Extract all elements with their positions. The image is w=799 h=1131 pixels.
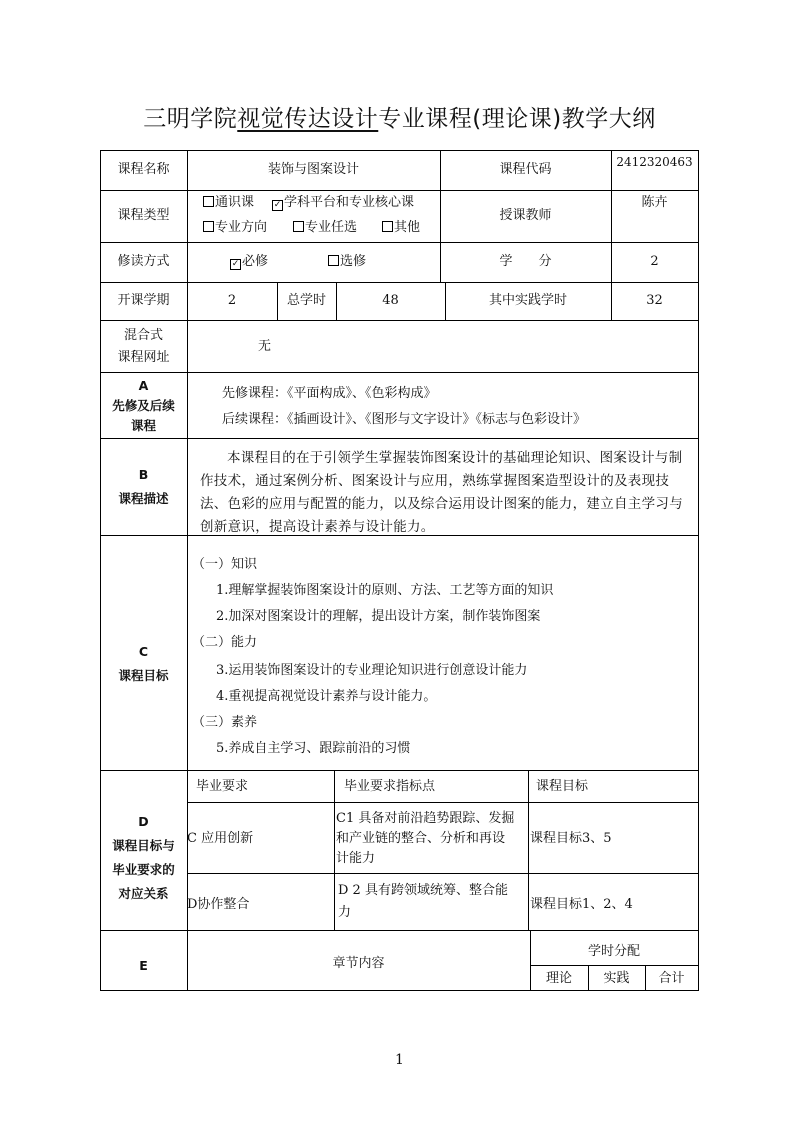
objective-item: 3.运用装饰图案设计的专业理论知识进行创意设计能力 [216, 663, 528, 678]
chapter-content-header: 章节内容 [332, 956, 385, 971]
credit: 2 [650, 254, 659, 269]
course-name: 装饰与图案设计 [267, 162, 359, 177]
teacher: 陈卉 [641, 195, 668, 210]
prerequisite-courses: 先修课程：《平面构成》、《色彩构成》 [222, 386, 437, 401]
type-option-other: 其他 [382, 219, 420, 237]
total-hours-label: 总学时 [286, 293, 326, 308]
hours-allocation-header: 学时分配 [587, 944, 640, 959]
course-code: 2412320463 [616, 155, 693, 169]
checkbox-unchecked-icon [293, 221, 304, 232]
checkbox-unchecked-icon [203, 196, 214, 207]
column-header-objective: 课程目标 [536, 779, 589, 794]
total-header: 合计 [658, 971, 685, 986]
semester: 2 [227, 293, 237, 308]
practice-hours: 32 [646, 293, 663, 308]
objective-heading-ability: （二）能力 [192, 635, 258, 650]
objective-heading-knowledge: （一）知识 [192, 557, 258, 572]
practice-hours-label: 其中实践学时 [488, 293, 567, 308]
type-option-direction: 专业方向 [203, 219, 267, 237]
mixed-url-value: 无 [258, 339, 272, 354]
indicator-cell: D 2 具有跨领域统筹、整合能 力 [338, 883, 508, 920]
mode-option-elective: 选修 [328, 253, 366, 271]
study-mode-label: 修读方式 [117, 254, 170, 269]
checkbox-checked-icon: ✓ [273, 200, 282, 210]
semester-label: 开课学期 [117, 293, 170, 308]
indicator-cell: C1 具备对前沿趋势跟踪、发掘 和产业链的整合、分析和再设 计能力 [336, 811, 515, 866]
teacher-label: 授课教师 [499, 208, 552, 223]
section-e-label: E [139, 958, 148, 973]
course-description: 本课程目的在于引领学生掌握装饰图案设计的基础理论知识、图案设计与制作技术，通过案例分析、图案设计与应用，熟练掌握图案造型设计的及表现技法、色彩的应用与配置的能力，以及综合运用设计图案的能力，建立自主学习与创新意识，提高设计素养与设计能力。 [200, 450, 683, 535]
type-option-core: ✓ 学科平台和专业核心课 [273, 195, 415, 210]
objective-heading-literacy: （三）素养 [192, 715, 258, 730]
objective-item: 4.重视提高视觉设计素养与设计能力。 [216, 689, 437, 704]
section-d-label: D 课程目标与 毕业要求的 对应关系 [112, 814, 175, 901]
credit-label: 学 分 [499, 254, 552, 269]
checkbox-checked-icon: ✓ [231, 259, 240, 269]
objective-item: 1.理解掌握装饰图案设计的原则、方法、工艺等方面的知识 [216, 583, 554, 598]
objective-item: 5.养成自主学习、跟踪前沿的习惯 [216, 741, 411, 756]
type-option-elective: 专业任选 [293, 219, 357, 237]
checkbox-unchecked-icon [203, 221, 214, 232]
follow-up-courses: 后续课程：《插画设计》、《图形与文字设计》《标志与色彩设计》 [222, 412, 587, 427]
column-header-requirement: 毕业要求 [196, 779, 249, 794]
section-c-label: C 课程目标 [118, 644, 169, 683]
objective-cell: 课程目标3、5 [530, 831, 612, 846]
page-title: 三明学院视觉传达设计专业课程(理论课)教学大纲 [143, 106, 656, 132]
mode-option-required: ✓ 必修 [231, 254, 269, 269]
column-header-indicator: 毕业要求指标点 [344, 779, 436, 794]
section-a-label: A 先修及后续 课程 [112, 378, 175, 433]
checkbox-unchecked-icon [328, 255, 339, 266]
theory-header: 理论 [545, 971, 572, 986]
requirement-cell: D协作整合 [187, 897, 250, 912]
course-code-label: 课程代码 [499, 162, 552, 177]
requirement-cell: C 应用创新 [187, 831, 254, 846]
page-number: 1 [395, 1052, 404, 1068]
course-type-label: 课程类型 [117, 208, 170, 223]
course-name-label: 课程名称 [117, 162, 170, 177]
mixed-url-label: 混合式 课程网址 [117, 328, 170, 365]
section-b-label: B 课程描述 [118, 467, 169, 506]
type-option-general: 通识课 [203, 194, 254, 212]
checkbox-unchecked-icon [382, 221, 393, 232]
practice-header: 实践 [603, 971, 630, 986]
total-hours: 48 [382, 293, 399, 308]
objective-cell: 课程目标1、2、4 [530, 897, 633, 912]
objective-item: 2.加深对图案设计的理解，提出设计方案，制作装饰图案 [216, 609, 541, 624]
